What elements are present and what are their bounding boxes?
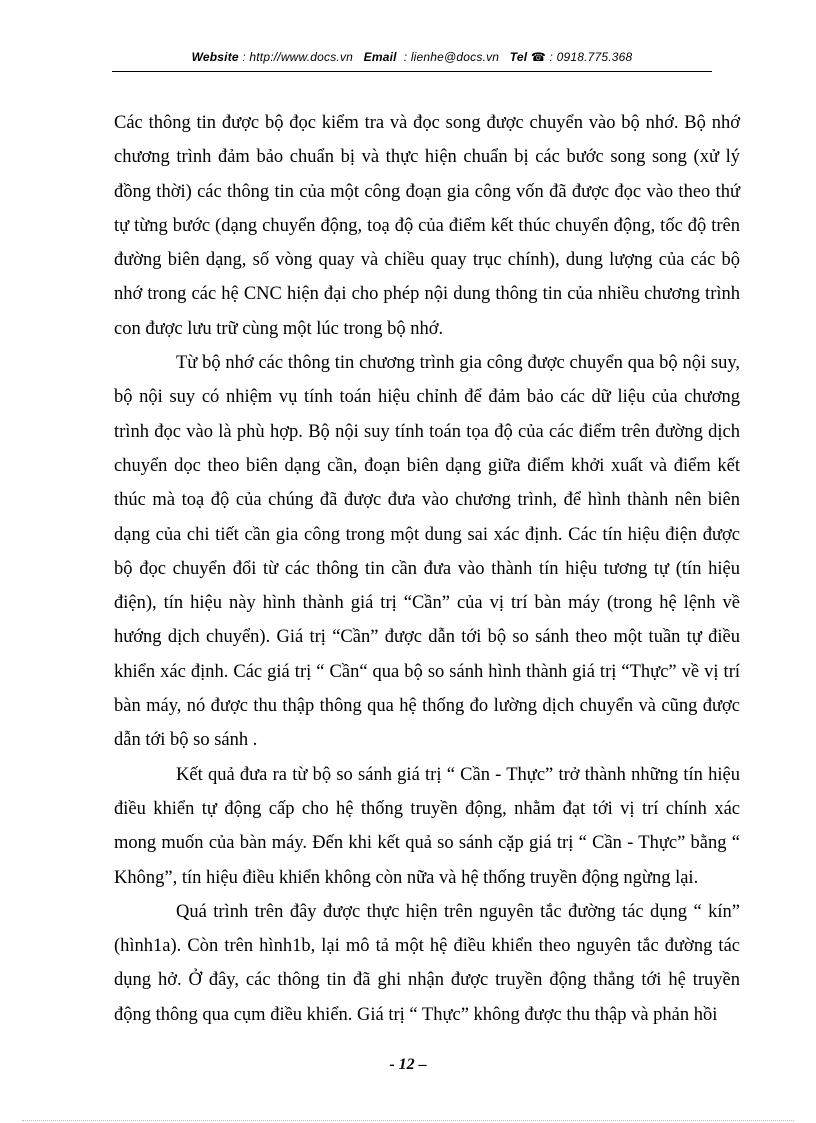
website-label: Website [191,50,239,64]
tel-label: Tel [509,50,528,64]
email-value[interactable]: : lienhe@docs.vn [403,50,500,64]
page-header [112,50,712,64]
header-divider [112,71,712,72]
paragraph-2: Từ bộ nhớ các thông tin chương trình gia công được chuyển qua bộ nội suy, bộ nội suy có nhiệm vụ tính toán hiệu chỉnh để đảm bảo các dữ liệu của chương trình đọc vào là phù hợp. Bộ nội suy tính toán tọa độ của các điểm trên đường dịch chuyển dọc theo biên dạng cần, đoạn biên dạng giữa điểm khởi xuất và điểm kết thúc mà toạ độ của chúng đã được đưa vào chương trình, để hình thành nên biên dạng của chi tiết cần gia công trong một dung sai xác định. Các tín hiệu điện được bộ đọc chuyển đổi từ các thông tin cần đưa vào thành tín hiệu tương tự (tín hiệu điện), tín hiệu này hình thành giá trị “Cần” của vị trí bàn máy (trong hệ lệnh về hướng dịch chuyển). Giá trị “Cần” được dẫn tới bộ so sánh theo một tuần tự điều khiển xác định. Các giá trị “ Cần“ qua bộ so sánh hình thành giá trị “Thực” về vị trí bàn máy, nó được thu thập thông qua hệ thống đo lường dịch chuyển và cũng được dẫn tới bộ so sánh . [114,353,740,751]
paragraph-4: Quá trình trên đây được thực hiện trên nguyên tắc đường tác dụng “ kín” (hình1a). Còn trên hình1b, lại mô tả một hệ điều khiển theo nguyên tắc đường tác dụng hở. Ở đây, các thông tin đã ghi nhận được truyền động thẳng tới hệ truyền động thông qua cụm điều khiển. Giá trị “ Thực” không được thu thập và phản hồi [114,901,740,1025]
paragraph-3: Kết quả đưa ra từ bộ so sánh giá trị “ Cần - Thực” trở thành những tín hiệu điều khiển tự động cấp cho hệ thống truyền động, nhằm đạt tới vị trí chính xác mong muốn của bàn máy. Đến khi kết quả so sánh cặp giá trị “ Cần - Thực” bằng “ Không”, tín hiệu điều khiển không còn nữa và hệ thống truyền động ngừng lại. [114,764,740,888]
page-bottom-border [22,1120,794,1121]
website-value[interactable]: : http://www.docs.vn [242,50,354,64]
phone-icon: ☎ [530,50,546,64]
page-number: - 12 – [389,1056,427,1073]
email-label: Email [363,50,397,64]
tel-value: : 0918.775.368 [549,50,633,64]
document-body [114,106,740,1032]
paragraph-1: Các thông tin được bộ đọc kiểm tra và đọc song được chuyển vào bộ nhớ. Bộ nhớ chương trình đảm bảo chuẩn bị và thực hiện chuẩn bị các bước song song (xử lý đồng thời) các thông tin của một công đoạn gia công vốn đã được đọc vào theo thứ tự từng bước (dạng chuyển động, toạ độ của điểm kết thúc chuyển động, tốc độ trên đường biên dạng, số vòng quay và chiều quay trục chính), dung lượng của các bộ nhớ trong các hệ CNC hiện đại cho phép nội dung thông tin của nhiều chương trình con được lưu trữ cùng một lúc trong bộ nhớ. [114,113,740,339]
